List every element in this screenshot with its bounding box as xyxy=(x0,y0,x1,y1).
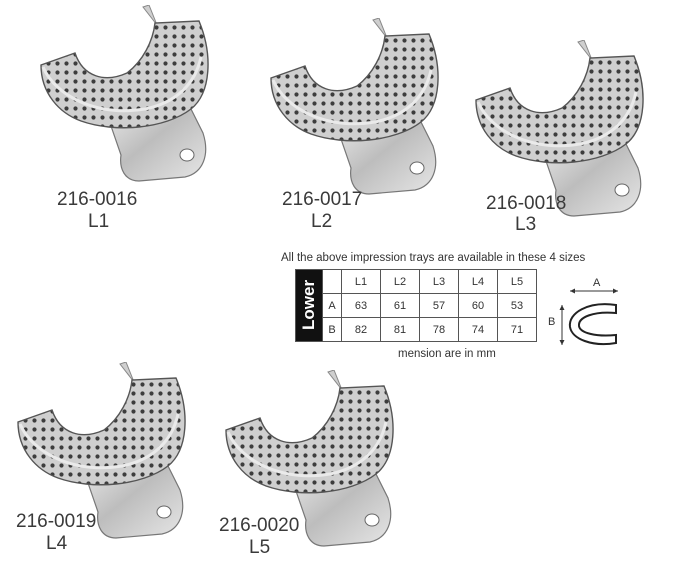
table-cell: 74 xyxy=(459,318,498,342)
units-footnote: mension are in mm xyxy=(398,348,496,360)
lower-label: Lower xyxy=(296,270,323,342)
arrow-left-icon xyxy=(570,289,575,294)
availability-note: All the above impression trays are available in these 4 sizes xyxy=(281,252,586,264)
product-code-l5: 216-0020 xyxy=(219,515,300,536)
table-cell: 78 xyxy=(420,318,459,342)
col-header: L5 xyxy=(498,270,537,294)
corner-cell xyxy=(323,270,342,294)
table-cell: 81 xyxy=(381,318,420,342)
product-size-l1: L1 xyxy=(88,211,110,232)
arrow-down-icon xyxy=(560,340,565,345)
table-cell: 61 xyxy=(381,294,420,318)
col-header: L2 xyxy=(381,270,420,294)
table-cell: 60 xyxy=(459,294,498,318)
product-code-l3: 216-0018 xyxy=(486,193,567,214)
product-size-l4: L4 xyxy=(46,533,68,554)
col-header: L1 xyxy=(342,270,381,294)
col-header: L4 xyxy=(459,270,498,294)
product-size-l3: L3 xyxy=(515,214,537,235)
row-label: A xyxy=(323,294,342,318)
arrow-right-icon xyxy=(613,289,618,294)
table-row xyxy=(296,294,537,318)
table-cell: 63 xyxy=(342,294,381,318)
table-cell: 57 xyxy=(420,294,459,318)
product-size-l5: L5 xyxy=(249,537,271,558)
product-code-l4: 216-0019 xyxy=(16,511,97,532)
dimension-diagram xyxy=(548,275,628,355)
product-size-l2: L2 xyxy=(311,211,333,232)
product-code-l1: 216-0016 xyxy=(57,189,138,210)
tray-image-l1 xyxy=(35,5,220,185)
table-cell: 53 xyxy=(498,294,537,318)
row-label: B xyxy=(323,318,342,342)
table-row xyxy=(296,318,537,342)
product-code-l2: 216-0017 xyxy=(282,189,363,210)
tray-image-l2 xyxy=(265,18,450,198)
tray-outline-icon xyxy=(570,304,616,344)
table-cell: 82 xyxy=(342,318,381,342)
diagram-label-a: A xyxy=(593,277,601,289)
col-header: L3 xyxy=(420,270,459,294)
size-table xyxy=(295,269,537,342)
arrow-up-icon xyxy=(560,305,565,310)
diagram-label-b: B xyxy=(548,316,556,328)
table-cell: 71 xyxy=(498,318,537,342)
